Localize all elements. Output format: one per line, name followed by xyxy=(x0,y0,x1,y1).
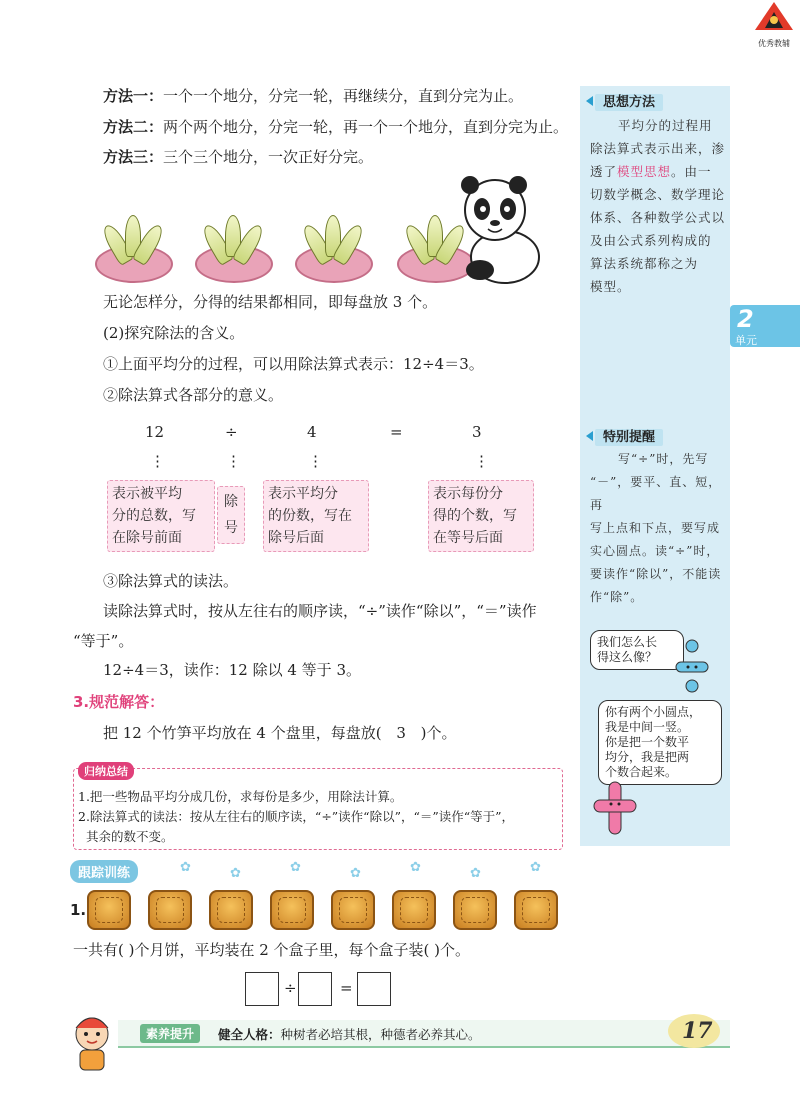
method-1: 方法一：一个一个地分，分完一轮，再继续分，直到分完为止。 xyxy=(103,87,524,105)
bamboo-illustration xyxy=(95,175,545,290)
mooncake-icon xyxy=(453,890,497,930)
answer-title: 3.规范解答： xyxy=(73,693,165,711)
publisher-logo xyxy=(753,0,795,46)
read-example: 12÷4＝3，读作：12 除以 4 等于 3。 xyxy=(103,661,361,679)
paw-icon: ✿ xyxy=(230,866,241,881)
read-rule-2: “等于”。 xyxy=(73,632,134,650)
answer-line: 把 12 个竹笋平均放在 4 个盘里，每盘放( 3 )个。 xyxy=(103,724,457,742)
triangle-icon xyxy=(586,431,593,441)
paw-icon: ✿ xyxy=(530,860,541,875)
speech-bubble-1: 我们怎么长 得这么像？ xyxy=(590,630,684,670)
dots-divisor: ⋮ xyxy=(308,452,323,470)
mooncake-icon xyxy=(270,890,314,930)
summary-title: 归纳总结 xyxy=(78,762,134,780)
page-number: 17 xyxy=(682,1018,713,1044)
meaning-dividend: 表示被平均 分的总数，写 在除号前面 xyxy=(107,480,215,552)
footer-tag: 素养提升 xyxy=(140,1024,200,1043)
method-3: 方法三：三个三个地分，一次正好分完。 xyxy=(103,148,374,166)
result-line: 无论怎样分，分得的结果都相同，即每盘放 3 个。 xyxy=(103,293,438,311)
paw-icon: ✿ xyxy=(470,866,481,881)
logo-icon xyxy=(753,0,795,32)
paw-icon: ✿ xyxy=(410,860,421,875)
paw-icon: ✿ xyxy=(180,860,191,875)
answer-value: 3 xyxy=(396,724,406,742)
logo-text: 优秀教辅 xyxy=(758,39,790,48)
summary-item-3: 其余的数不变。 xyxy=(86,829,174,844)
summary-item-2: 2.除法算式的读法：按从左往右的顺序读，“÷”读作“除以”，“＝”读作“等于”， xyxy=(78,809,515,824)
practice-eq-sign: = xyxy=(340,979,353,997)
practice-question: 一共有( )个月饼，平均装在 2 个盒子里，每个盒子装( )个。 xyxy=(73,941,471,959)
speech-bubble-2: 你有两个小圆点， 我是中间一竖。 你是把一个数平 均分，我是把两 个数合起来。 xyxy=(598,700,722,785)
eq-dividend: 12 xyxy=(145,423,165,441)
paw-icon: ✿ xyxy=(350,866,361,881)
practice-title: 跟踪训练 xyxy=(70,860,138,883)
step-1: ①上面平均分的过程，可以用除法算式表示：12÷4＝3。 xyxy=(103,355,484,373)
practice-q-num: 1. xyxy=(70,901,87,919)
dots-sign: ⋮ xyxy=(226,452,241,470)
mooncake-icon xyxy=(331,890,375,930)
unit-label: 单元 xyxy=(735,334,757,347)
answer-box-1[interactable] xyxy=(245,972,279,1006)
sidebar xyxy=(580,86,730,846)
reminder-tag: 特别提醒 xyxy=(586,426,663,445)
divide-sign-character-icon xyxy=(672,638,712,698)
footer-text: 健全人格：种树者必培其根，种德者必养其心。 xyxy=(218,1027,481,1042)
mooncake-icon xyxy=(148,890,192,930)
summary-box xyxy=(73,765,563,850)
eq-divisor: 4 xyxy=(307,423,317,441)
mooncake-icon xyxy=(209,890,253,930)
step-2: ②除法算式各部分的意义。 xyxy=(103,386,284,404)
dots-dividend: ⋮ xyxy=(150,452,165,470)
triangle-icon xyxy=(586,96,593,106)
thinking-tag: 思想方法 xyxy=(586,91,663,110)
reminder-text: 写“÷”时，先写 “－”，要平、直、短，再 写上点和下点，要写成 实心圆点。读“÷”时， 要读作“除以”，不能读 作“除”。 xyxy=(590,452,722,604)
summary-item-1: 1.把一些物品平均分成几份，求每份是多少，用除法计算。 xyxy=(78,789,403,804)
eq-quotient: 3 xyxy=(472,423,482,441)
meaning-sign: 除 号 xyxy=(217,486,245,544)
meaning-quotient: 表示每份分 得的个数，写 在等号后面 xyxy=(428,480,534,552)
plus-sign-character-icon xyxy=(592,780,638,836)
step-3: ③除法算式的读法。 xyxy=(103,572,239,590)
answer-box-3[interactable] xyxy=(357,972,391,1006)
panda-icon xyxy=(450,175,545,285)
mooncake-icon xyxy=(392,890,436,930)
read-rule-1: 读除法算式时，按从左往右的顺序读，“÷”读作“除以”，“＝”读作 xyxy=(103,602,537,620)
unit-number: 2 xyxy=(737,305,754,333)
mooncake-icon xyxy=(514,890,558,930)
answer-box-2[interactable] xyxy=(298,972,332,1006)
method-2: 方法二：两个两个地分，分完一轮，再一个一个地分，直到分完为止。 xyxy=(103,118,569,136)
mascot-icon xyxy=(62,1012,122,1076)
dots-quotient: ⋮ xyxy=(474,452,489,470)
thinking-text: 平均分的过程用 除法算式表示出来，渗 透了模型思想。由一 切数学概念、数学理论 体系、各种数学公式以 及由公式系列构成的 算法系统都称之为 模型。 xyxy=(590,118,726,294)
eq-equals: = xyxy=(390,423,403,441)
meaning-divisor: 表示平均分 的份数，写在 除号后面 xyxy=(263,480,369,552)
explore-title: (2)探究除法的含义。 xyxy=(103,324,245,342)
paw-icon: ✿ xyxy=(290,860,301,875)
eq-divide-sign: ÷ xyxy=(225,423,238,441)
mooncake-icon xyxy=(87,890,131,930)
practice-div-sign: ÷ xyxy=(284,979,297,997)
